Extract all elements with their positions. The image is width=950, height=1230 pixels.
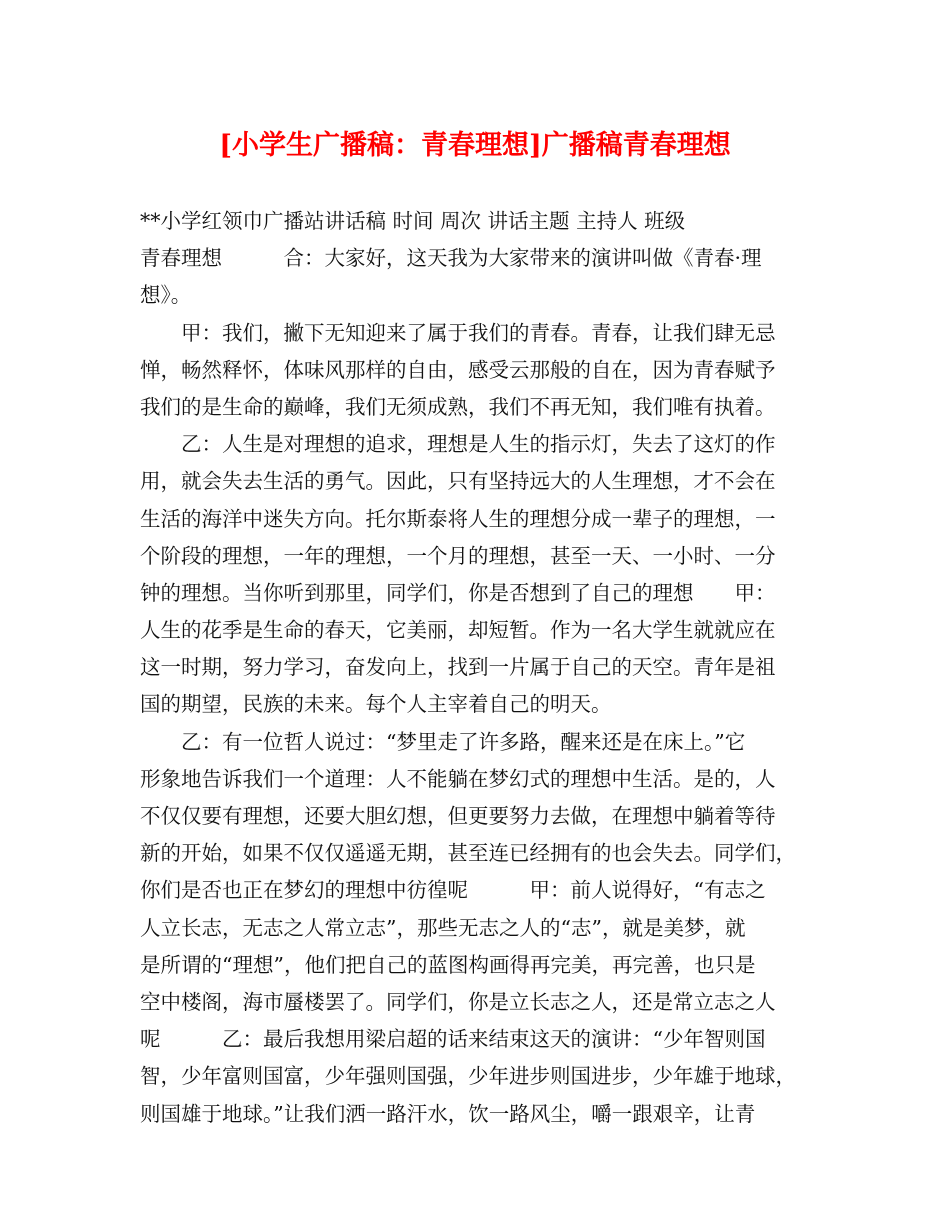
text-line: 甲：我们，撇下无知迎来了属于我们的青春。青春，让我们肆无忌: [140, 320, 776, 345]
document-body: [140, 203, 816, 1133]
text-line: 人生的花季是生命的春天，它美丽，却短暂。作为一名大学生就就应在: [140, 618, 776, 643]
text-line: 呢 乙：最后我想用梁启超的话来结束这天的演讲：“少年智则国: [140, 1027, 766, 1052]
text-line: 形象地告诉我们一个道理：人不能躺在梦幻式的理想中生活。是的，人: [140, 766, 776, 791]
text-line: 这一时期，努力学习，奋发向上，找到一片属于自己的天空。青年是祖: [140, 655, 776, 680]
text-line: 乙：人生是对理想的追求，理想是人生的指示灯，失去了这灯的作: [140, 432, 776, 457]
text-line: 空中楼阁，海市蜃楼罢了。同学们，你是立长志之人，还是常立志之人: [140, 989, 776, 1014]
text-line: 是所谓的“理想”，他们把自己的蓝图构画得再完美，再完善，也只是: [140, 952, 756, 977]
text-line: 国的期望，民族的未来。每个人主宰着自己的明天。: [140, 692, 612, 717]
text-line: 我们的是生命的巅峰，我们无须成熟，我们不再无知，我们唯有执着。: [140, 394, 776, 419]
text-line: 人立长志，无志之人常立志”，那些无志之人的“志”，就是美梦，就: [140, 915, 746, 940]
text-line: 想》。: [140, 283, 192, 308]
text-line: 则国雄于地球。”让我们洒一路汗水，饮一路风尘，嚼一跟艰辛，让青: [140, 1101, 756, 1126]
text-line: 智，少年富则国富，少年强则国强，少年进步则国进步，少年雄于地球，: [140, 1064, 796, 1089]
text-line: 生活的海洋中迷失方向。托尔斯泰将人生的理想分成一辈子的理想，一: [140, 506, 776, 531]
text-line: 不仅仅要有理想，还要大胆幻想，但更要努力去做，在理想中躺着等待: [140, 804, 776, 828]
text-line: 你们是否也正在梦幻的理想中彷徨呢 甲：前人说得好，“有志之: [140, 878, 766, 903]
text-line: 惮，畅然释怀，体味风那样的自由，感受云那般的自在，因为青春赋予: [140, 357, 776, 382]
page-title: [小学生广播稿：青春理想]广播稿青春理想: [219, 130, 731, 161]
text-line: 青春理想 合：大家好，这天我为大家带来的演讲叫做《青春·理: [140, 246, 762, 271]
text-line: 新的开始，如果不仅仅遥遥无期，甚至连已经拥有的也会失去。同学们，: [140, 841, 796, 866]
text-line: **小学红领巾广播站讲话稿 时间 周次 讲话主题 主持人 班级: [140, 209, 686, 233]
text-line: 个阶段的理想，一年的理想，一个月的理想，甚至一天、一小时、一分: [140, 543, 776, 568]
text-line: 用，就会失去生活的勇气。因此，只有坚持远大的人生理想，才不会在: [140, 469, 776, 494]
text-line: 钟的理想。当你听到那里，同学们，你是否想到了自己的理想 甲：: [140, 580, 776, 605]
text-line: 乙：有一位哲人说过：“梦里走了许多路，醒来还是在床上。”它: [140, 729, 746, 754]
